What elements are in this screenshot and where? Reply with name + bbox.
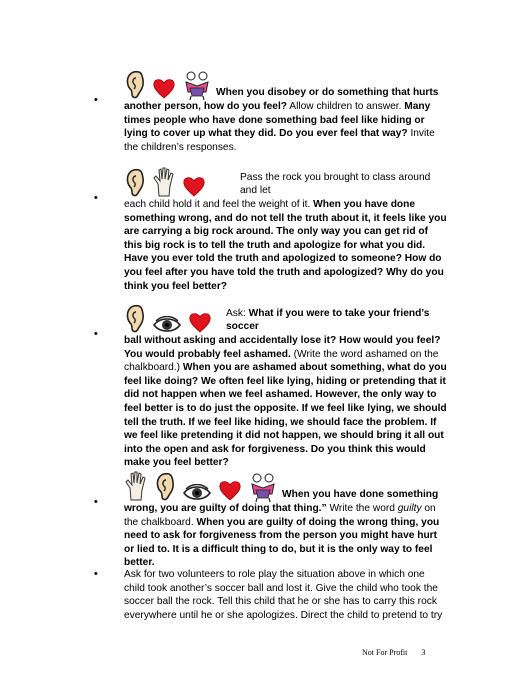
list-item-5 (94, 568, 448, 622)
hand-icon (124, 470, 148, 502)
text-run: each child hold it and feel the weight of it. (124, 199, 314, 210)
list-item-4 (94, 468, 448, 570)
item-text (108, 198, 448, 293)
item-lead: When you disobey or do something that hurts (216, 87, 439, 99)
ear-icon (124, 68, 146, 100)
ear-icon (154, 470, 176, 502)
text-run: guilty (397, 503, 422, 514)
eye-icon (152, 316, 182, 334)
icon-row (124, 300, 212, 334)
text-run: Ask for two volunteers to role play the situation above in which one child took another’s soccer ball and lost it. Give the child who took the soccer ball the rock. Tell this child that he or she has to carry this rock everywhere until he or she apologizes. Direct the child to pretend to try (124, 569, 443, 621)
item-text (108, 100, 448, 154)
list-item-1 (94, 66, 448, 154)
heart-icon (152, 76, 176, 100)
hug-icon (182, 70, 212, 100)
icon-row (124, 66, 212, 100)
text-run: wrong, you are guilty of doing that thing.” (124, 503, 327, 514)
text-run: ball without asking and accidentally lose it? How would you feel? You would probably feel ashamed. (124, 335, 441, 360)
bullet: • (94, 192, 98, 204)
hug-icon (248, 472, 278, 502)
list-item-2 (94, 164, 448, 293)
bullet: • (94, 328, 98, 340)
icon-row (124, 468, 278, 502)
text-run: another person, how do you feel? (124, 101, 288, 112)
ear-icon (124, 166, 146, 198)
text-run: Invite the children’s responses. (124, 128, 435, 153)
item-text (108, 502, 448, 570)
lead-bold: What if you were to take your friend’s soccer (226, 307, 430, 333)
text-run: When you are ashamed about something, what do you feel like doing? We often feel like lying, hiding or pretending that it did not happen when we feel ashamed. However, the only way to feel better is to do just the opposite. If we feel like lying, we should tell the truth. If we feel like hiding, we should face the problem. If we feel like pretending it did not happen, we should bring it all out into the open and ask for forgiveness. Do you think this would make you feel better? (124, 362, 447, 469)
text-run: When you are guilty of doing the wrong thing, you need to ask for forgiveness from the person you might have hurt or lied to. It is a difficult thing to do, but it is the only way to feel better. (124, 516, 440, 569)
text-run: When you have done something wrong, and do not tell the truth about it, it feels like you are carrying a big rock around. The only way you can get rid of this big rock is to tell the truth and apologize for what you did. Have you ever told the truth and apologized to someone? How do you feel after you have told the truth and apologized? Why do you think you feel better? (124, 199, 447, 292)
icon-row (124, 164, 206, 198)
text-run: (Write the word ashamed on the chalkboard.) (124, 348, 439, 374)
text-run: Allow children to answer. (287, 101, 405, 112)
page-number: 3 (421, 648, 426, 657)
heart-icon (218, 478, 242, 502)
text-run: Write the word (326, 503, 398, 514)
text-run: on the chalkboard. (124, 503, 436, 528)
text-run: Many times people who have done something bad feel like hiding or lying to cover up what they did. Do you ever feel that way? (124, 101, 431, 140)
item-lead (226, 307, 448, 334)
item-lead: Pass the rock you brought to class around and let (240, 171, 431, 197)
lead-prefix: Ask: (226, 307, 249, 319)
ear-icon (124, 302, 146, 334)
footer-text: Not For Profit (362, 648, 408, 657)
eye-icon (182, 484, 212, 502)
bullet: • (94, 568, 98, 580)
hand-icon (152, 166, 176, 198)
page-footer (362, 648, 425, 657)
heart-icon (182, 174, 206, 198)
list-item-3 (94, 300, 448, 470)
heart-icon (188, 310, 212, 334)
bullet: • (94, 94, 98, 106)
item-text (108, 568, 448, 622)
bullet: • (94, 496, 98, 508)
item-text (108, 334, 448, 470)
item-lead: When you have done something (282, 489, 439, 501)
